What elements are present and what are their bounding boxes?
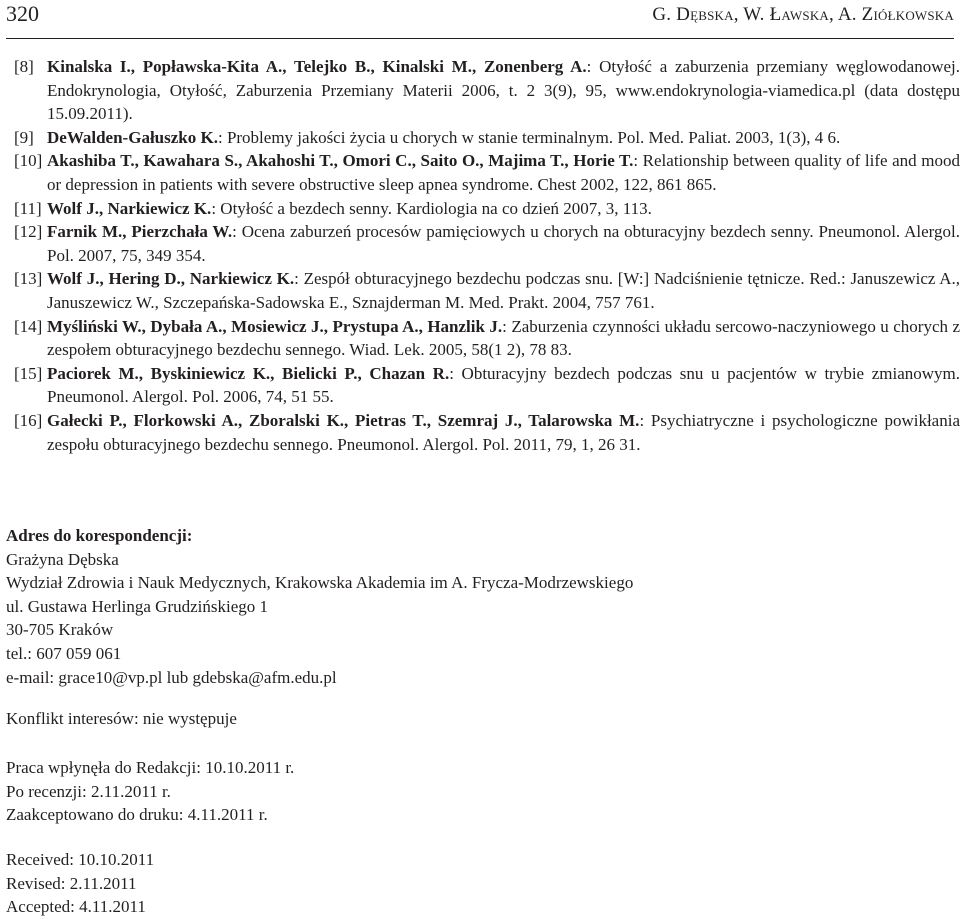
revised-date-pl: Po recenzji: 2.11.2011 r. — [6, 781, 171, 801]
reference-number: [13] — [14, 269, 43, 289]
accepted-date-pl: Zaakceptowano do druku: 4.11.2011 r. — [6, 805, 268, 825]
reference-authors: Farnik M., Pierzchała W. — [47, 222, 233, 242]
correspondence-title: Adres do korespondencji: — [6, 526, 193, 545]
reference-number: [10] — [14, 151, 43, 171]
revised-date-en: Revised: 2.11.2011 — [6, 873, 137, 893]
reference-number: [16] — [14, 410, 43, 430]
reference-number: [9] — [14, 127, 34, 147]
reference-text: : Zaburzenia czynności układu sercowo-naczyniowego u chorych z zespołem obturacyjnego bezdechu sennego. Wiad. Lek. 2005, 58(1 2), 78 83. — [47, 316, 960, 360]
running-head-authors: G. Dębska, W. Ławska, A. Ziółkowska — [652, 4, 954, 25]
reference-authors: Paciorek M., Byskiniewicz K., Bielicki P., Chazan R. — [47, 363, 450, 383]
reference-authors: Myśliński W., Dybała A., Mosiewicz J., Prystupa A., Hanzlik J. — [47, 316, 503, 336]
reference-item — [14, 315, 960, 362]
received-date-pl: Praca wpłynęła do Redakcji: 10.10.2011 r. — [6, 758, 295, 777]
reference-number: [8] — [14, 57, 34, 76]
submission-dates-polish — [6, 756, 294, 827]
reference-item — [14, 362, 960, 409]
reference-number: [12] — [14, 222, 43, 242]
correspondence-name: Grażyna Dębska — [6, 549, 119, 569]
reference-text: : Obturacyjny bezdech podczas snu u pacjentów w trybie zmianowym. Pneumonol. Alergol. Pol. 2006, 74, 51 55. — [47, 363, 960, 407]
reference-item — [14, 126, 960, 150]
correspondence-institution: Wydział Zdrowia i Nauk Medycznych, Krakowska Akademia im A. Frycza-Modrzewskiego — [6, 573, 634, 593]
reference-authors: DeWalden-Gałuszko K. — [47, 127, 218, 147]
reference-authors: Gałecki P., Florkowski A., Zboralski K., Pietras T., Szemraj J., Talarowska M. — [47, 410, 640, 430]
reference-text: : Relationship between quality of life and mood or depression in patients with severe obstructive sleep apnea syndrome. Chest 2002, 122, 861 865. — [47, 151, 960, 194]
conflict-of-interest — [6, 707, 237, 731]
correspondence-street: ul. Gustawa Herlinga Grudzińskiego 1 — [6, 596, 269, 616]
conflict-statement: Konflikt interesów: nie występuje — [6, 709, 237, 728]
reference-item — [14, 55, 960, 126]
reference-number: [14] — [14, 316, 43, 336]
reference-authors: Akashiba T., Kawahara S., Akahoshi T., Omori C., Saito O., Majima T., Horie T. — [47, 151, 634, 171]
page-header — [6, 0, 954, 39]
correspondence-phone: tel.: 607 059 061 — [6, 643, 122, 663]
reference-text: : Zespół obturacyjnego bezdechu podczas snu. [W:] Nadciśnienie tętnicze. Red.: Januszewicz A., Januszewicz W., Szczepańska-Sadowska E., Sznajderman M. Med. Prakt. 2004, 757 761. — [47, 269, 960, 312]
correspondence-email: e-mail: grace10@vp.pl lub gdebska@afm.edu.pl — [6, 667, 337, 687]
page-number: 320 — [6, 1, 39, 26]
reference-item — [14, 197, 960, 221]
reference-text: : Psychiatryczne i psychologiczne powikłania zespołu obturacyjnego bezdechu sennego. Pneumonol. Alergol. Pol. 2011, 79, 1, 26 31. — [47, 410, 960, 454]
reference-item — [14, 409, 960, 456]
reference-text: : Otyłość a zaburzenia przemiany węglowodanowej. Endokrynologia, Otyłość, Zaburzenia Przemiany Materii 2006, t. 2 3(9), 95, www.endokrynologia-viamedica.pl (data dostępu 15.09.2011). — [47, 57, 960, 124]
reference-item — [14, 149, 960, 196]
reference-authors: Wolf J., Narkiewicz K. — [47, 198, 212, 218]
reference-text: : Problemy jakości życia u chorych w stanie terminalnym. Pol. Med. Paliat. 2003, 1(3), 4 6. — [217, 127, 841, 147]
accepted-date-en: Accepted: 4.11.2011 — [6, 897, 146, 917]
reference-number: [11] — [14, 198, 42, 218]
reference-text: : Otyłość a bezdech senny. Kardiologia na co dzień 2007, 3, 113. — [211, 198, 652, 218]
received-date-en: Received: 10.10.2011 — [6, 850, 155, 869]
reference-authors: Wolf J., Hering D., Narkiewicz K. — [47, 269, 295, 289]
reference-item — [14, 220, 960, 267]
reference-item — [14, 267, 960, 314]
reference-number: [15] — [14, 363, 43, 383]
submission-dates-english — [6, 848, 154, 919]
reference-authors: Kinalska I., Popławska-Kita A., Telejko B., Kinalski M., Zonenberg A. — [47, 57, 587, 76]
reference-text: : Ocena zaburzeń procesów pamięciowych u chorych na obturacyjny bezdech senny. Pneumonol. Alergol. Pol. 2007, 75, 349 354. — [47, 222, 960, 265]
correspondence-address — [6, 524, 946, 689]
reference-list — [14, 55, 960, 456]
correspondence-city: 30-705 Kraków — [6, 620, 114, 640]
